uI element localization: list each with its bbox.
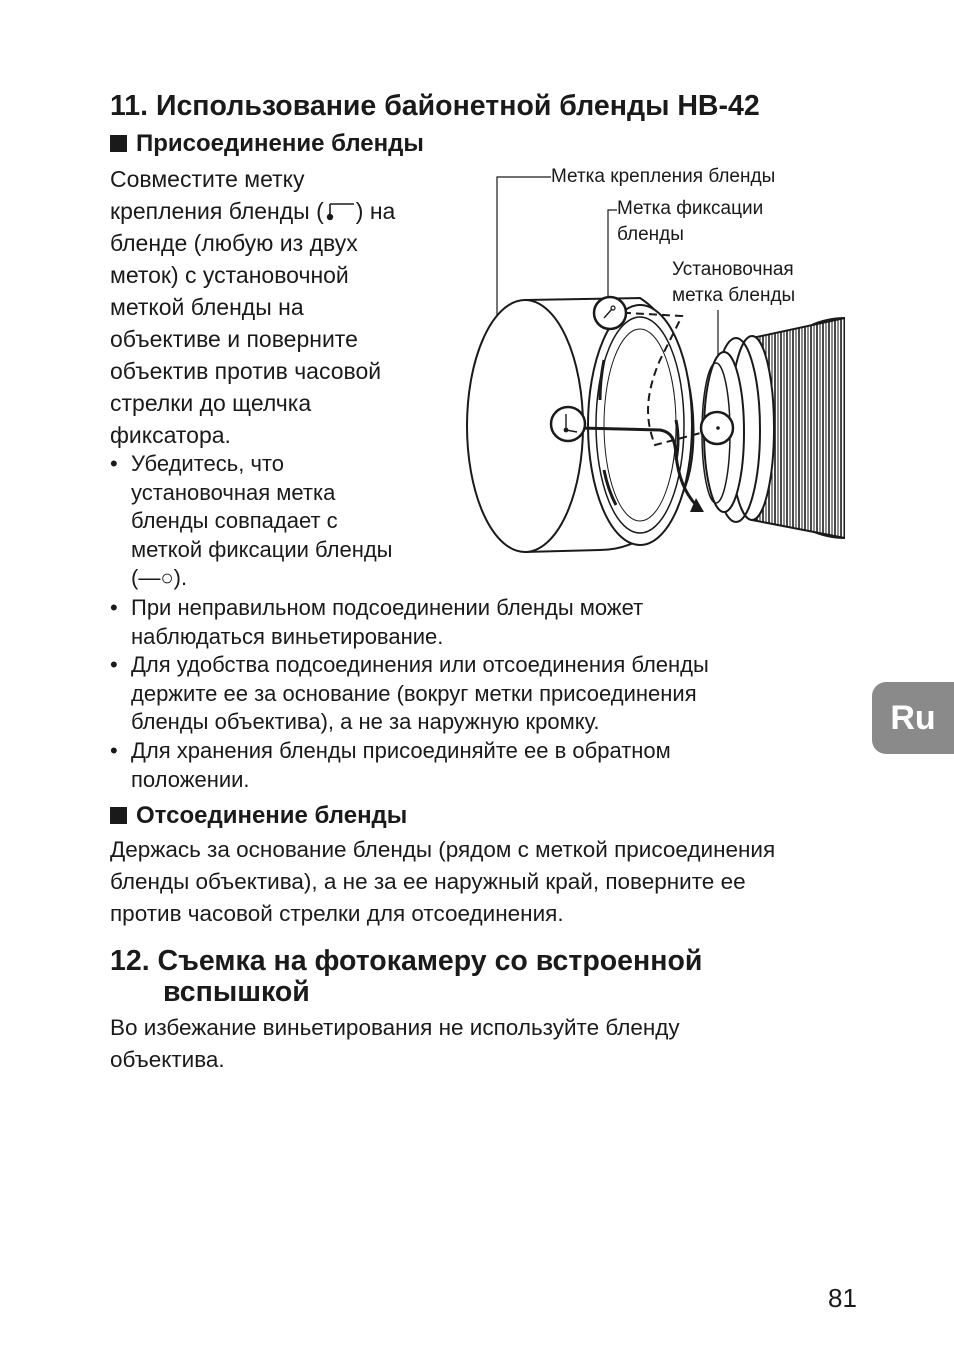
lens-barrel: [702, 318, 940, 538]
intro-line: меткой бленды на: [110, 294, 304, 320]
bullet-line: • Для хранения бленды присоединяйте ее в обратном: [131, 737, 671, 763]
mount-mark-circle: [551, 407, 585, 441]
bullet-line: установочная метка: [131, 479, 336, 505]
detach-line: Держась за основание бленды (рядом с меткой присоединения: [110, 837, 776, 862]
intro-line-part: крепления бленды (: [110, 198, 324, 224]
intro-line: бленде (любую из двух: [110, 230, 358, 256]
callout-line: Метка фиксации: [617, 198, 764, 219]
intro-line: стрелки до щелчка: [110, 390, 312, 416]
detach-heading-text: Отсоединение бленды: [136, 802, 408, 829]
bullet-line: • Для удобства подсоединения или отсоединения бленды: [131, 652, 709, 678]
bullet-line: наблюдаться виньетирование.: [131, 623, 444, 649]
section-12-line: Во избежание виньетирования не используйте бленду: [110, 1015, 680, 1040]
callout-mount-mark: Метка крепления бленды: [551, 166, 776, 187]
attach-heading-text: Присоединение бленды: [136, 130, 424, 157]
section-12-title-line: 12. Съемка на фотокамеру со встроенной: [110, 945, 703, 977]
leader-lock-mark: [608, 210, 617, 296]
callout-line: метка бленды: [672, 285, 796, 306]
bullet-line: бленды совпадает с: [131, 508, 338, 534]
page-number: 81: [828, 1283, 857, 1313]
detach-line: бленды объектива), а не за ее наружный край, поверните ее: [110, 869, 746, 894]
intro-line: объектив против часовой: [110, 358, 382, 384]
bullet-line: • При неправильном подсоединении бленды может: [131, 595, 644, 620]
bullet-line: • Убедитесь, что: [131, 451, 285, 476]
intro-line: фиксатора.: [110, 422, 231, 448]
callout-line: бленды: [617, 224, 684, 245]
callout-line: Установочная: [672, 259, 794, 280]
intro-line: объективе и поверните: [110, 326, 358, 352]
bullet-line: держите ее за основание (вокруг метки присоединения: [131, 680, 697, 706]
intro-line: Совместите метку: [110, 166, 305, 192]
bullet-line: (—○).: [131, 565, 188, 591]
bullet-line: положении.: [131, 766, 250, 792]
section-11-title: 11. Использование байонетной бленды HB-42: [110, 90, 760, 122]
bullet-line: бленды объектива), а не за наружную кромку.: [131, 709, 600, 735]
intro-line-part: ) на: [355, 198, 396, 224]
bullet-line: меткой фиксации бленды: [131, 536, 393, 562]
detach-line: против часовой стрелки для отсоединения.: [110, 901, 564, 926]
lock-mark-circle: [594, 297, 626, 329]
section-12-title-line: вспышкой: [163, 976, 310, 1008]
lens-mark-circle: [701, 412, 733, 444]
section-12-line: объектива.: [110, 1047, 225, 1072]
language-tab: Ru: [872, 682, 954, 754]
intro-line: меток) с установочной: [110, 262, 349, 288]
